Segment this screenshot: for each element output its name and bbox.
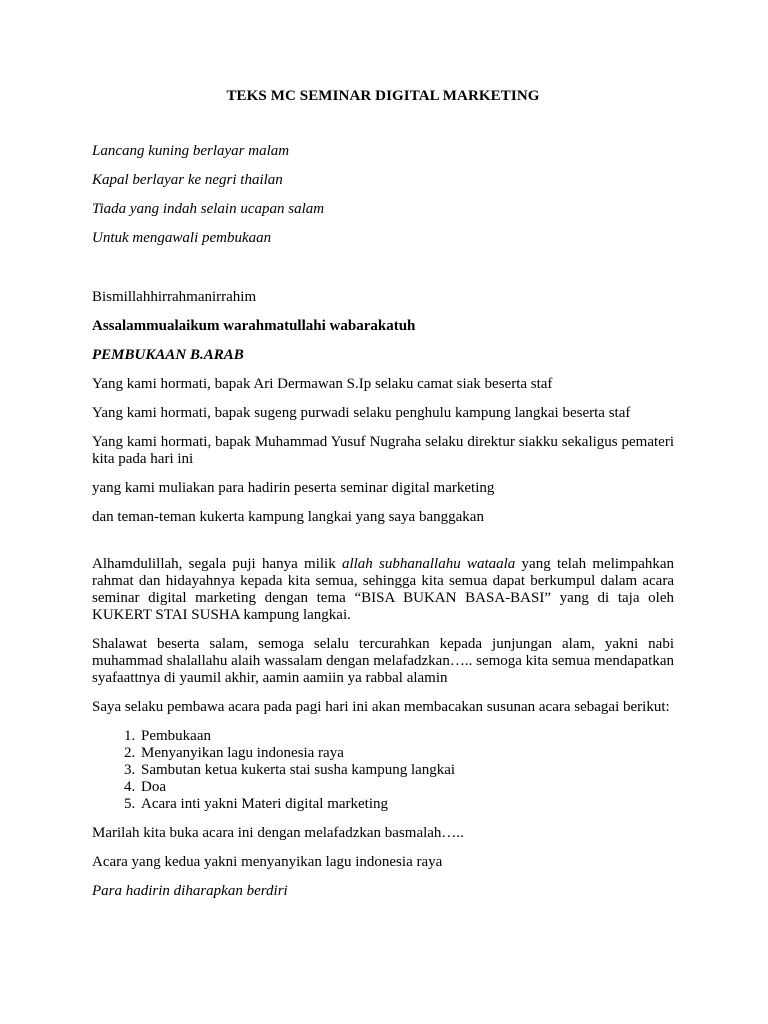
spacer — [92, 538, 674, 556]
acara-kedua-line: Acara yang kedua yakni menyanyikan lagu indonesia raya — [92, 854, 443, 870]
pantun-line-3: Tiada yang indah selain ucapan salam — [92, 201, 325, 217]
agenda-list — [92, 728, 674, 813]
agenda-item: 2. Menyanyikan lagu indonesia raya — [139, 745, 674, 762]
document-page — [92, 88, 674, 912]
pantun-line-1: Lancang kuning berlayar malam — [92, 143, 290, 159]
berdiri-line: Para hadirin diharapkan berdiri — [92, 883, 288, 899]
greeting-line-4: yang kami muliakan para hadirin peserta seminar digital marketing — [92, 480, 495, 496]
pantun-block — [92, 143, 674, 247]
pantun-line-4: Untuk mengawali pembukaan — [92, 230, 272, 246]
bismillah-line: Bismillahhirrahmanirrahim — [92, 289, 257, 305]
document-title: TEKS MC SEMINAR DIGITAL MARKETING — [226, 88, 540, 104]
shalawat-paragraph: Shalawat beserta salam, semoga selalu tercurahkan kepada junjungan alam, yakni nabi muhammad shalallahu alaih wassalam dengan melafadzkan….. semoga kita semua mendapatkan syafaattnya di yaumil akhir, aamin aamiin ya rabbal alamin — [92, 636, 674, 686]
greeting-line-3: Yang kami hormati, bapak Muhammad Yusuf Nugraha selaku direktur siakku sekaligus pemateri kita pada hari ini — [92, 434, 674, 467]
pembukaan-heading: PEMBUKAAN B.ARAB — [92, 347, 244, 363]
agenda-item: 4. Doa — [139, 779, 674, 796]
alhamdulillah-text-after: yang telah melimpahkan rahmat dan hidayahnya kepada kita semua, sehingga kita semua dapat berkumpul dalam acara seminar digital marketing dengan tema “BISA BUKAN BASA-BASI” yang di taja oleh KUKERT STAI SUSHA kampung langkai. — [92, 556, 675, 623]
agenda-item: 3. Sambutan ketua kukerta stai susha kampung langkai — [139, 762, 674, 779]
salam-line: Assalammualaikum warahmatullahi wabarakatuh — [92, 318, 416, 334]
alhamdulillah-text-italic: allah subhanallahu wataala — [341, 556, 516, 572]
greeting-line-5: dan teman-teman kukerta kampung langkai yang saya banggakan — [92, 509, 484, 525]
alhamdulillah-paragraph — [92, 556, 674, 624]
agenda-item: 1. Pembukaan — [139, 728, 674, 745]
basmalah-line: Marilah kita buka acara ini dengan melafadzkan basmalah….. — [92, 825, 464, 841]
greeting-line-2: Yang kami hormati, bapak sugeng purwadi selaku penghulu kampung langkai beserta staf — [92, 405, 631, 421]
pantun-line-2: Kapal berlayar ke negri thailan — [92, 172, 283, 188]
alhamdulillah-text-before: Alhamdulillah, segala puji hanya milik — [92, 556, 342, 572]
greeting-line-1: Yang kami hormati, bapak Ari Dermawan S.Ip selaku camat siak beserta staf — [92, 376, 553, 392]
agenda-item: 5. Acara inti yakni Materi digital marketing — [139, 796, 674, 813]
spacer — [92, 259, 674, 289]
agenda-intro-paragraph: Saya selaku pembawa acara pada pagi hari ini akan membacakan susunan acara sebagai berikut: — [92, 699, 670, 715]
